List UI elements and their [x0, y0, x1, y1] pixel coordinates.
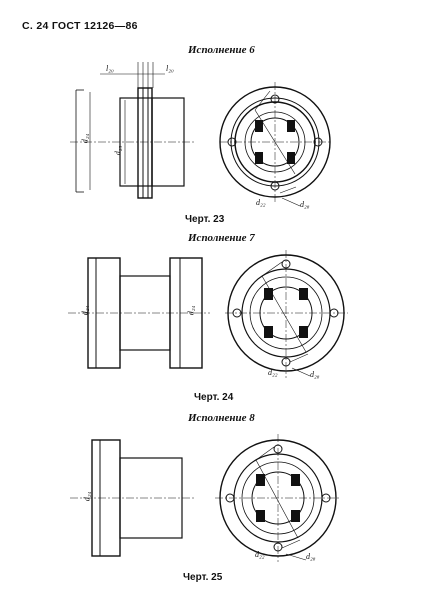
figure-3-caption: Черт. 25: [183, 572, 223, 583]
page-header: С. 24 ГОСТ 12126—86: [22, 20, 138, 32]
figure-3-title: Исполнение 8: [188, 412, 255, 424]
label-d24-right: d₂₄: [186, 305, 196, 316]
label-d25: d₂₅: [113, 145, 123, 156]
label-d24: d₂₄: [82, 491, 92, 502]
figure-2-title: Исполнение 7: [188, 232, 255, 244]
label-l20-right: l₂₀: [166, 64, 174, 73]
label-d28: d₂₈: [300, 200, 310, 209]
label-d24-left: d₂₄: [80, 305, 90, 316]
label-d22: d₂₂: [256, 198, 266, 207]
label-d24: d₂₄: [80, 133, 90, 144]
label-l20-left: l₂₀: [106, 64, 114, 73]
label-d22: d₂₂: [255, 550, 265, 559]
label-d28: d₂₈: [306, 552, 316, 561]
label-d28: d₂₈: [310, 370, 320, 379]
figure-1-caption: Черт. 23: [185, 214, 225, 225]
figure-1-title: Исполнение 6: [188, 44, 255, 56]
label-d22: d₂₂: [268, 368, 278, 377]
figure-2-caption: Черт. 24: [194, 392, 234, 403]
